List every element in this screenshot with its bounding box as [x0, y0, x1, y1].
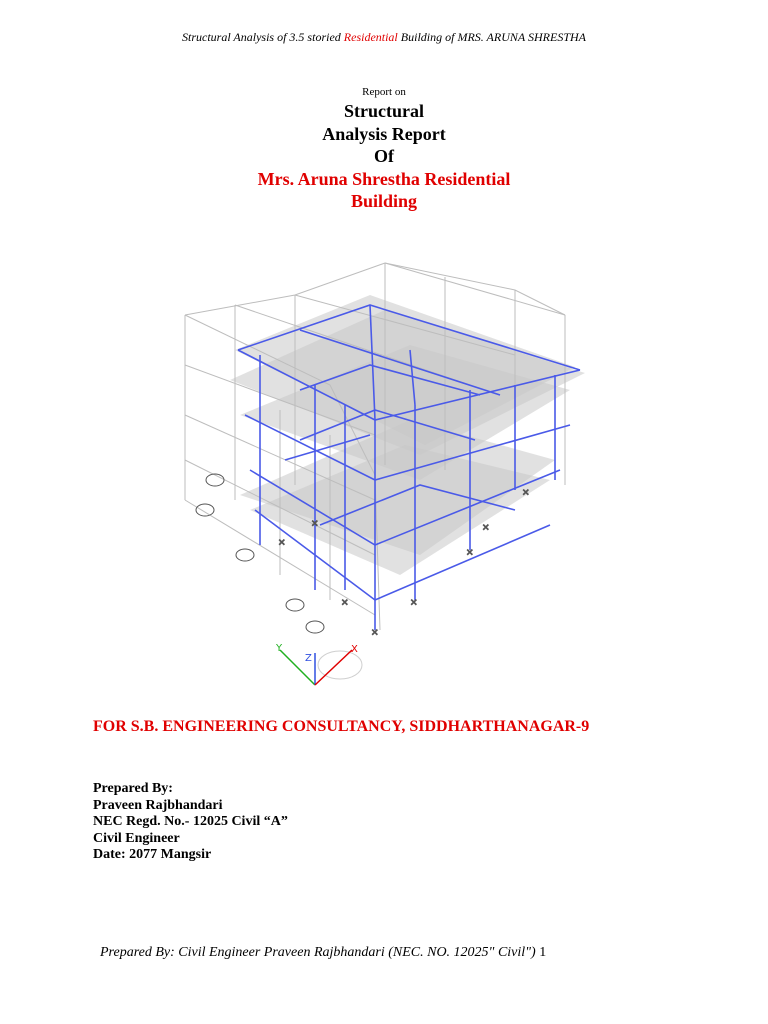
footer-text: Prepared By: Civil Engineer Praveen Rajbhandari (NEC. NO. 12025" Civil")	[100, 945, 536, 960]
page-number: 1	[539, 945, 547, 960]
svg-text:⨯: ⨯	[466, 548, 474, 558]
client-line: FOR S.B. ENGINEERING CONSULTANCY, SIDDHARTHANAGAR-9	[93, 718, 590, 735]
header-highlight: Residential	[343, 30, 398, 44]
title-line-1: Structural	[344, 101, 424, 121]
svg-text:⨯: ⨯	[278, 538, 286, 548]
axis-label-x: X	[351, 644, 358, 655]
title-line-2: Analysis Report	[322, 123, 446, 144]
axis-label-y: Y	[276, 643, 283, 654]
report-date: Date: 2077 Mangsir	[93, 847, 212, 862]
cover-title	[0, 100, 768, 213]
report-on-label: Report on	[362, 86, 406, 98]
header-suffix: Building of MRS. ARUNA SHRESTHA	[397, 30, 586, 44]
svg-text:⨯: ⨯	[522, 488, 530, 498]
preparer-role: Civil Engineer	[93, 830, 180, 846]
preparer-registration: NEC Regd. No.- 12025 Civil “A”	[93, 814, 288, 829]
axis-label-z: Z	[305, 653, 312, 664]
svg-text:⨯: ⨯	[311, 519, 319, 529]
svg-text:⨯: ⨯	[482, 523, 490, 533]
title-line-3: Of	[374, 146, 394, 166]
running-footer	[100, 945, 546, 961]
svg-text:⨯: ⨯	[371, 628, 379, 638]
running-header	[0, 30, 768, 45]
svg-text:⨯: ⨯	[410, 598, 418, 608]
structural-model-image	[170, 255, 600, 695]
subject-line-2: Building	[350, 191, 418, 211]
prepared-heading: Prepared By:	[93, 781, 173, 796]
prepared-by-block	[93, 781, 288, 864]
svg-text:⨯: ⨯	[341, 598, 349, 608]
header-prefix: Structural Analysis of 3.5 storied	[181, 30, 344, 44]
preparer-name: Praveen Rajbhandari	[93, 797, 223, 813]
subject-line-1: Mrs. Aruna Shrestha Residential	[257, 168, 511, 189]
